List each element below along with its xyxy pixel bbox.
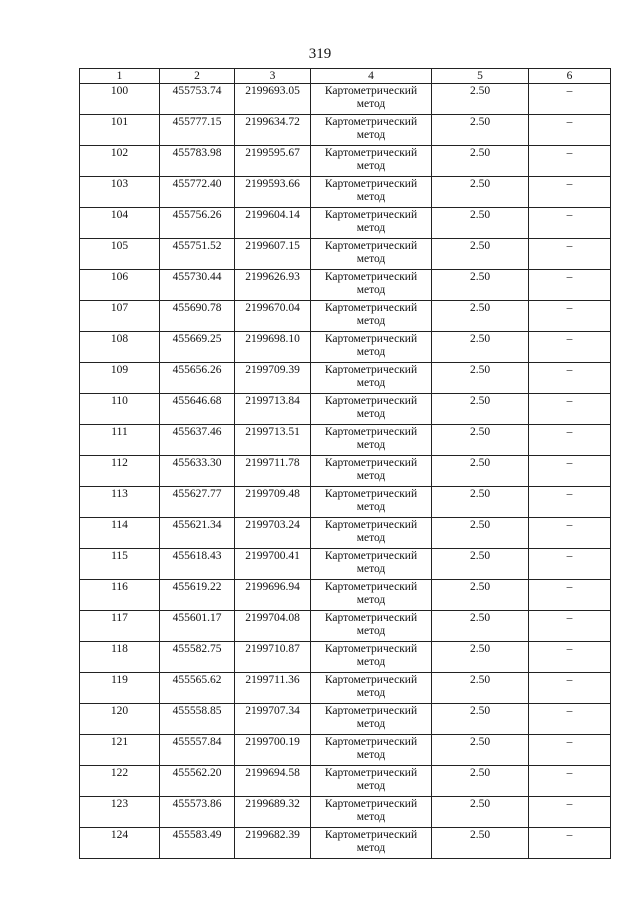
point-number-cell: 115 — [80, 549, 160, 580]
table-row — [80, 177, 611, 208]
note-cell: – — [529, 797, 611, 828]
point-number-cell: 106 — [80, 270, 160, 301]
column-header: 1 — [80, 69, 160, 84]
coord-x-cell: 455562.20 — [160, 766, 235, 797]
method-cell: Картометрический метод — [311, 642, 432, 673]
point-number-cell: 114 — [80, 518, 160, 549]
table-row — [80, 84, 611, 115]
accuracy-cell: 2.50 — [432, 239, 529, 270]
coord-y-cell: 2199711.36 — [235, 673, 311, 704]
point-number-cell: 121 — [80, 735, 160, 766]
coord-x-cell: 455573.86 — [160, 797, 235, 828]
coord-x-cell: 455557.84 — [160, 735, 235, 766]
coord-x-cell: 455637.46 — [160, 425, 235, 456]
table-row — [80, 239, 611, 270]
table-row — [80, 394, 611, 425]
table-row — [80, 270, 611, 301]
method-cell: Картометрический метод — [311, 611, 432, 642]
table-row — [80, 208, 611, 239]
table-row — [80, 115, 611, 146]
table-row — [80, 487, 611, 518]
note-cell: – — [529, 611, 611, 642]
method-cell: Картометрический метод — [311, 84, 432, 115]
coord-y-cell: 2199682.39 — [235, 828, 311, 859]
note-cell: – — [529, 580, 611, 611]
method-cell: Картометрический метод — [311, 828, 432, 859]
method-cell: Картометрический метод — [311, 549, 432, 580]
note-cell: – — [529, 425, 611, 456]
table-row — [80, 301, 611, 332]
note-cell: – — [529, 363, 611, 394]
coord-y-cell: 2199704.08 — [235, 611, 311, 642]
coord-y-cell: 2199703.24 — [235, 518, 311, 549]
coord-y-cell: 2199713.51 — [235, 425, 311, 456]
point-number-cell: 122 — [80, 766, 160, 797]
method-cell: Картометрический метод — [311, 797, 432, 828]
point-number-cell: 100 — [80, 84, 160, 115]
note-cell: – — [529, 704, 611, 735]
accuracy-cell: 2.50 — [432, 611, 529, 642]
accuracy-cell: 2.50 — [432, 735, 529, 766]
coord-x-cell: 455558.85 — [160, 704, 235, 735]
accuracy-cell: 2.50 — [432, 394, 529, 425]
table-row — [80, 549, 611, 580]
coord-y-cell: 2199700.19 — [235, 735, 311, 766]
table-row — [80, 735, 611, 766]
note-cell: – — [529, 456, 611, 487]
column-header: 3 — [235, 69, 311, 84]
coord-x-cell: 455621.34 — [160, 518, 235, 549]
coord-x-cell: 455582.75 — [160, 642, 235, 673]
point-number-cell: 102 — [80, 146, 160, 177]
table-row — [80, 332, 611, 363]
point-number-cell: 119 — [80, 673, 160, 704]
coord-x-cell: 455669.25 — [160, 332, 235, 363]
page-number: 319 — [308, 46, 332, 62]
point-number-cell: 105 — [80, 239, 160, 270]
coord-x-cell: 455633.30 — [160, 456, 235, 487]
coord-y-cell: 2199595.67 — [235, 146, 311, 177]
method-cell: Картометрический метод — [311, 766, 432, 797]
column-header: 5 — [432, 69, 529, 84]
coord-y-cell: 2199711.78 — [235, 456, 311, 487]
coord-x-cell: 455753.74 — [160, 84, 235, 115]
coord-y-cell: 2199700.41 — [235, 549, 311, 580]
coord-x-cell: 455777.15 — [160, 115, 235, 146]
table-row — [80, 704, 611, 735]
method-cell: Картометрический метод — [311, 580, 432, 611]
coord-x-cell: 455601.17 — [160, 611, 235, 642]
accuracy-cell: 2.50 — [432, 425, 529, 456]
table-row — [80, 456, 611, 487]
coord-x-cell: 455656.26 — [160, 363, 235, 394]
table-row — [80, 611, 611, 642]
point-number-cell: 118 — [80, 642, 160, 673]
point-number-cell: 123 — [80, 797, 160, 828]
coord-x-cell: 455756.26 — [160, 208, 235, 239]
note-cell: – — [529, 301, 611, 332]
point-number-cell: 117 — [80, 611, 160, 642]
point-number-cell: 101 — [80, 115, 160, 146]
table-row — [80, 766, 611, 797]
coord-x-cell: 455751.52 — [160, 239, 235, 270]
coordinates-table — [79, 68, 611, 859]
accuracy-cell: 2.50 — [432, 673, 529, 704]
method-cell: Картометрический метод — [311, 487, 432, 518]
method-cell: Картометрический метод — [311, 456, 432, 487]
note-cell: – — [529, 828, 611, 859]
method-cell: Картометрический метод — [311, 332, 432, 363]
accuracy-cell: 2.50 — [432, 518, 529, 549]
note-cell: – — [529, 673, 611, 704]
coord-x-cell: 455627.77 — [160, 487, 235, 518]
table-row — [80, 146, 611, 177]
method-cell: Картометрический метод — [311, 146, 432, 177]
table-header-row — [80, 69, 611, 84]
coord-y-cell: 2199604.14 — [235, 208, 311, 239]
method-cell: Картометрический метод — [311, 177, 432, 208]
coord-y-cell: 2199689.32 — [235, 797, 311, 828]
accuracy-cell: 2.50 — [432, 208, 529, 239]
coord-x-cell: 455618.43 — [160, 549, 235, 580]
point-number-cell: 107 — [80, 301, 160, 332]
accuracy-cell: 2.50 — [432, 456, 529, 487]
accuracy-cell: 2.50 — [432, 580, 529, 611]
accuracy-cell: 2.50 — [432, 766, 529, 797]
coord-y-cell: 2199713.84 — [235, 394, 311, 425]
coord-y-cell: 2199694.58 — [235, 766, 311, 797]
note-cell: – — [529, 239, 611, 270]
note-cell: – — [529, 146, 611, 177]
coord-y-cell: 2199593.66 — [235, 177, 311, 208]
accuracy-cell: 2.50 — [432, 704, 529, 735]
accuracy-cell: 2.50 — [432, 177, 529, 208]
method-cell: Картометрический метод — [311, 270, 432, 301]
point-number-cell: 120 — [80, 704, 160, 735]
coord-y-cell: 2199693.05 — [235, 84, 311, 115]
note-cell: – — [529, 394, 611, 425]
point-number-cell: 112 — [80, 456, 160, 487]
accuracy-cell: 2.50 — [432, 301, 529, 332]
coord-x-cell: 455730.44 — [160, 270, 235, 301]
method-cell: Картометрический метод — [311, 394, 432, 425]
column-header: 2 — [160, 69, 235, 84]
column-header: 6 — [529, 69, 611, 84]
point-number-cell: 111 — [80, 425, 160, 456]
coord-x-cell: 455619.22 — [160, 580, 235, 611]
table-row — [80, 828, 611, 859]
note-cell: – — [529, 766, 611, 797]
table-row — [80, 642, 611, 673]
coord-x-cell: 455646.68 — [160, 394, 235, 425]
accuracy-cell: 2.50 — [432, 84, 529, 115]
note-cell: – — [529, 487, 611, 518]
method-cell: Картометрический метод — [311, 425, 432, 456]
note-cell: – — [529, 735, 611, 766]
note-cell: – — [529, 642, 611, 673]
point-number-cell: 104 — [80, 208, 160, 239]
coord-y-cell: 2199709.39 — [235, 363, 311, 394]
accuracy-cell: 2.50 — [432, 797, 529, 828]
coord-y-cell: 2199709.48 — [235, 487, 311, 518]
note-cell: – — [529, 177, 611, 208]
column-header: 4 — [311, 69, 432, 84]
coord-x-cell: 455772.40 — [160, 177, 235, 208]
note-cell: – — [529, 270, 611, 301]
coord-y-cell: 2199696.94 — [235, 580, 311, 611]
table-row — [80, 425, 611, 456]
note-cell: – — [529, 115, 611, 146]
method-cell: Картометрический метод — [311, 239, 432, 270]
coord-x-cell: 455783.98 — [160, 146, 235, 177]
method-cell: Картометрический метод — [311, 208, 432, 239]
coord-x-cell: 455565.62 — [160, 673, 235, 704]
table-row — [80, 363, 611, 394]
coord-y-cell: 2199710.87 — [235, 642, 311, 673]
table-row — [80, 673, 611, 704]
accuracy-cell: 2.50 — [432, 270, 529, 301]
table-row — [80, 518, 611, 549]
method-cell: Картометрический метод — [311, 115, 432, 146]
table-row — [80, 580, 611, 611]
coord-y-cell: 2199626.93 — [235, 270, 311, 301]
accuracy-cell: 2.50 — [432, 332, 529, 363]
accuracy-cell: 2.50 — [432, 115, 529, 146]
method-cell: Картометрический метод — [311, 363, 432, 394]
coord-y-cell: 2199707.34 — [235, 704, 311, 735]
note-cell: – — [529, 549, 611, 580]
coord-y-cell: 2199670.04 — [235, 301, 311, 332]
accuracy-cell: 2.50 — [432, 642, 529, 673]
point-number-cell: 109 — [80, 363, 160, 394]
coord-y-cell: 2199634.72 — [235, 115, 311, 146]
note-cell: – — [529, 208, 611, 239]
coord-x-cell: 455583.49 — [160, 828, 235, 859]
point-number-cell: 116 — [80, 580, 160, 611]
accuracy-cell: 2.50 — [432, 487, 529, 518]
method-cell: Картометрический метод — [311, 735, 432, 766]
table-row — [80, 797, 611, 828]
method-cell: Картометрический метод — [311, 518, 432, 549]
method-cell: Картометрический метод — [311, 704, 432, 735]
point-number-cell: 103 — [80, 177, 160, 208]
coord-x-cell: 455690.78 — [160, 301, 235, 332]
point-number-cell: 110 — [80, 394, 160, 425]
accuracy-cell: 2.50 — [432, 549, 529, 580]
point-number-cell: 108 — [80, 332, 160, 363]
coord-y-cell: 2199698.10 — [235, 332, 311, 363]
method-cell: Картометрический метод — [311, 301, 432, 332]
point-number-cell: 113 — [80, 487, 160, 518]
note-cell: – — [529, 84, 611, 115]
method-cell: Картометрический метод — [311, 673, 432, 704]
accuracy-cell: 2.50 — [432, 146, 529, 177]
coord-y-cell: 2199607.15 — [235, 239, 311, 270]
note-cell: – — [529, 332, 611, 363]
accuracy-cell: 2.50 — [432, 828, 529, 859]
accuracy-cell: 2.50 — [432, 363, 529, 394]
point-number-cell: 124 — [80, 828, 160, 859]
note-cell: – — [529, 518, 611, 549]
